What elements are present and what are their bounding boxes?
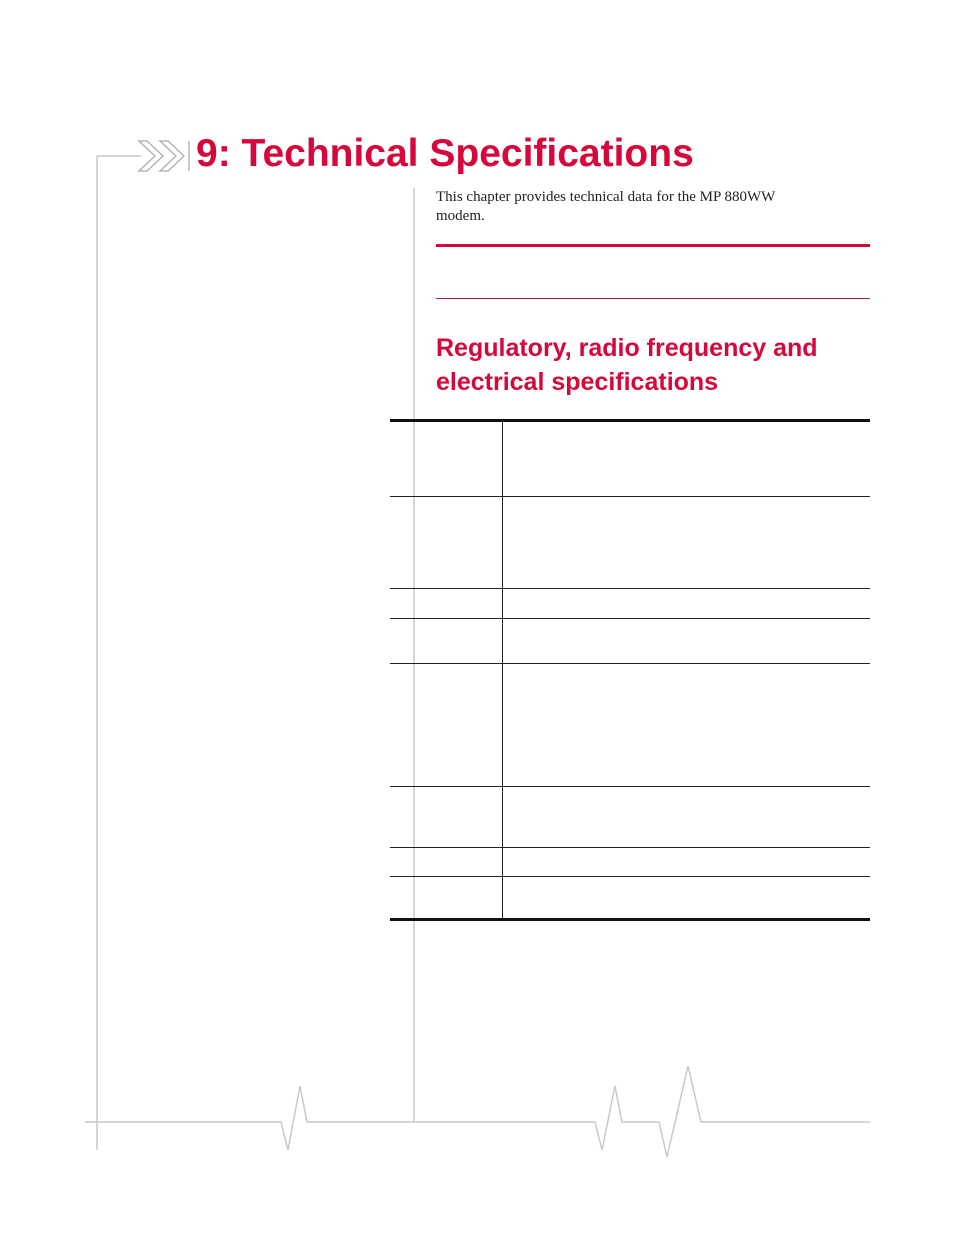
intro-paragraph: This chapter provides technical data for the MP 880WW modem. (436, 189, 776, 224)
table-cell-label (390, 787, 503, 848)
table-row (390, 877, 870, 920)
table-cell-value (503, 664, 871, 787)
table-cell-value (503, 619, 871, 664)
table-cell-value (503, 497, 871, 589)
table-cell-label (390, 497, 503, 589)
table-cell-label (390, 848, 503, 877)
table-cell-label (390, 664, 503, 787)
table-row (390, 497, 870, 589)
table-cell-value (503, 877, 871, 920)
table-row (390, 848, 870, 877)
section-heading: Regulatory, radio frequency and electrical specifications (436, 334, 818, 396)
table-cell-value (503, 589, 871, 619)
table-cell-label (390, 877, 503, 920)
table-cell-label (390, 619, 503, 664)
table-cell-value (503, 848, 871, 877)
heartbeat-wave-icon (85, 1066, 870, 1157)
spec-table (390, 419, 870, 921)
section-rule-thick (436, 244, 870, 247)
table-row (390, 664, 870, 787)
table-row (390, 619, 870, 664)
table-row (390, 787, 870, 848)
section-rule-thin (436, 298, 870, 299)
table-row (390, 589, 870, 619)
chapter-title: 9: Technical Specifications (196, 132, 694, 175)
table-cell-label (390, 421, 503, 497)
table-row (390, 421, 870, 497)
table-cell-value (503, 787, 871, 848)
table-cell-value (503, 421, 871, 497)
table-cell-label (390, 589, 503, 619)
double-chevron-icon (139, 141, 189, 171)
